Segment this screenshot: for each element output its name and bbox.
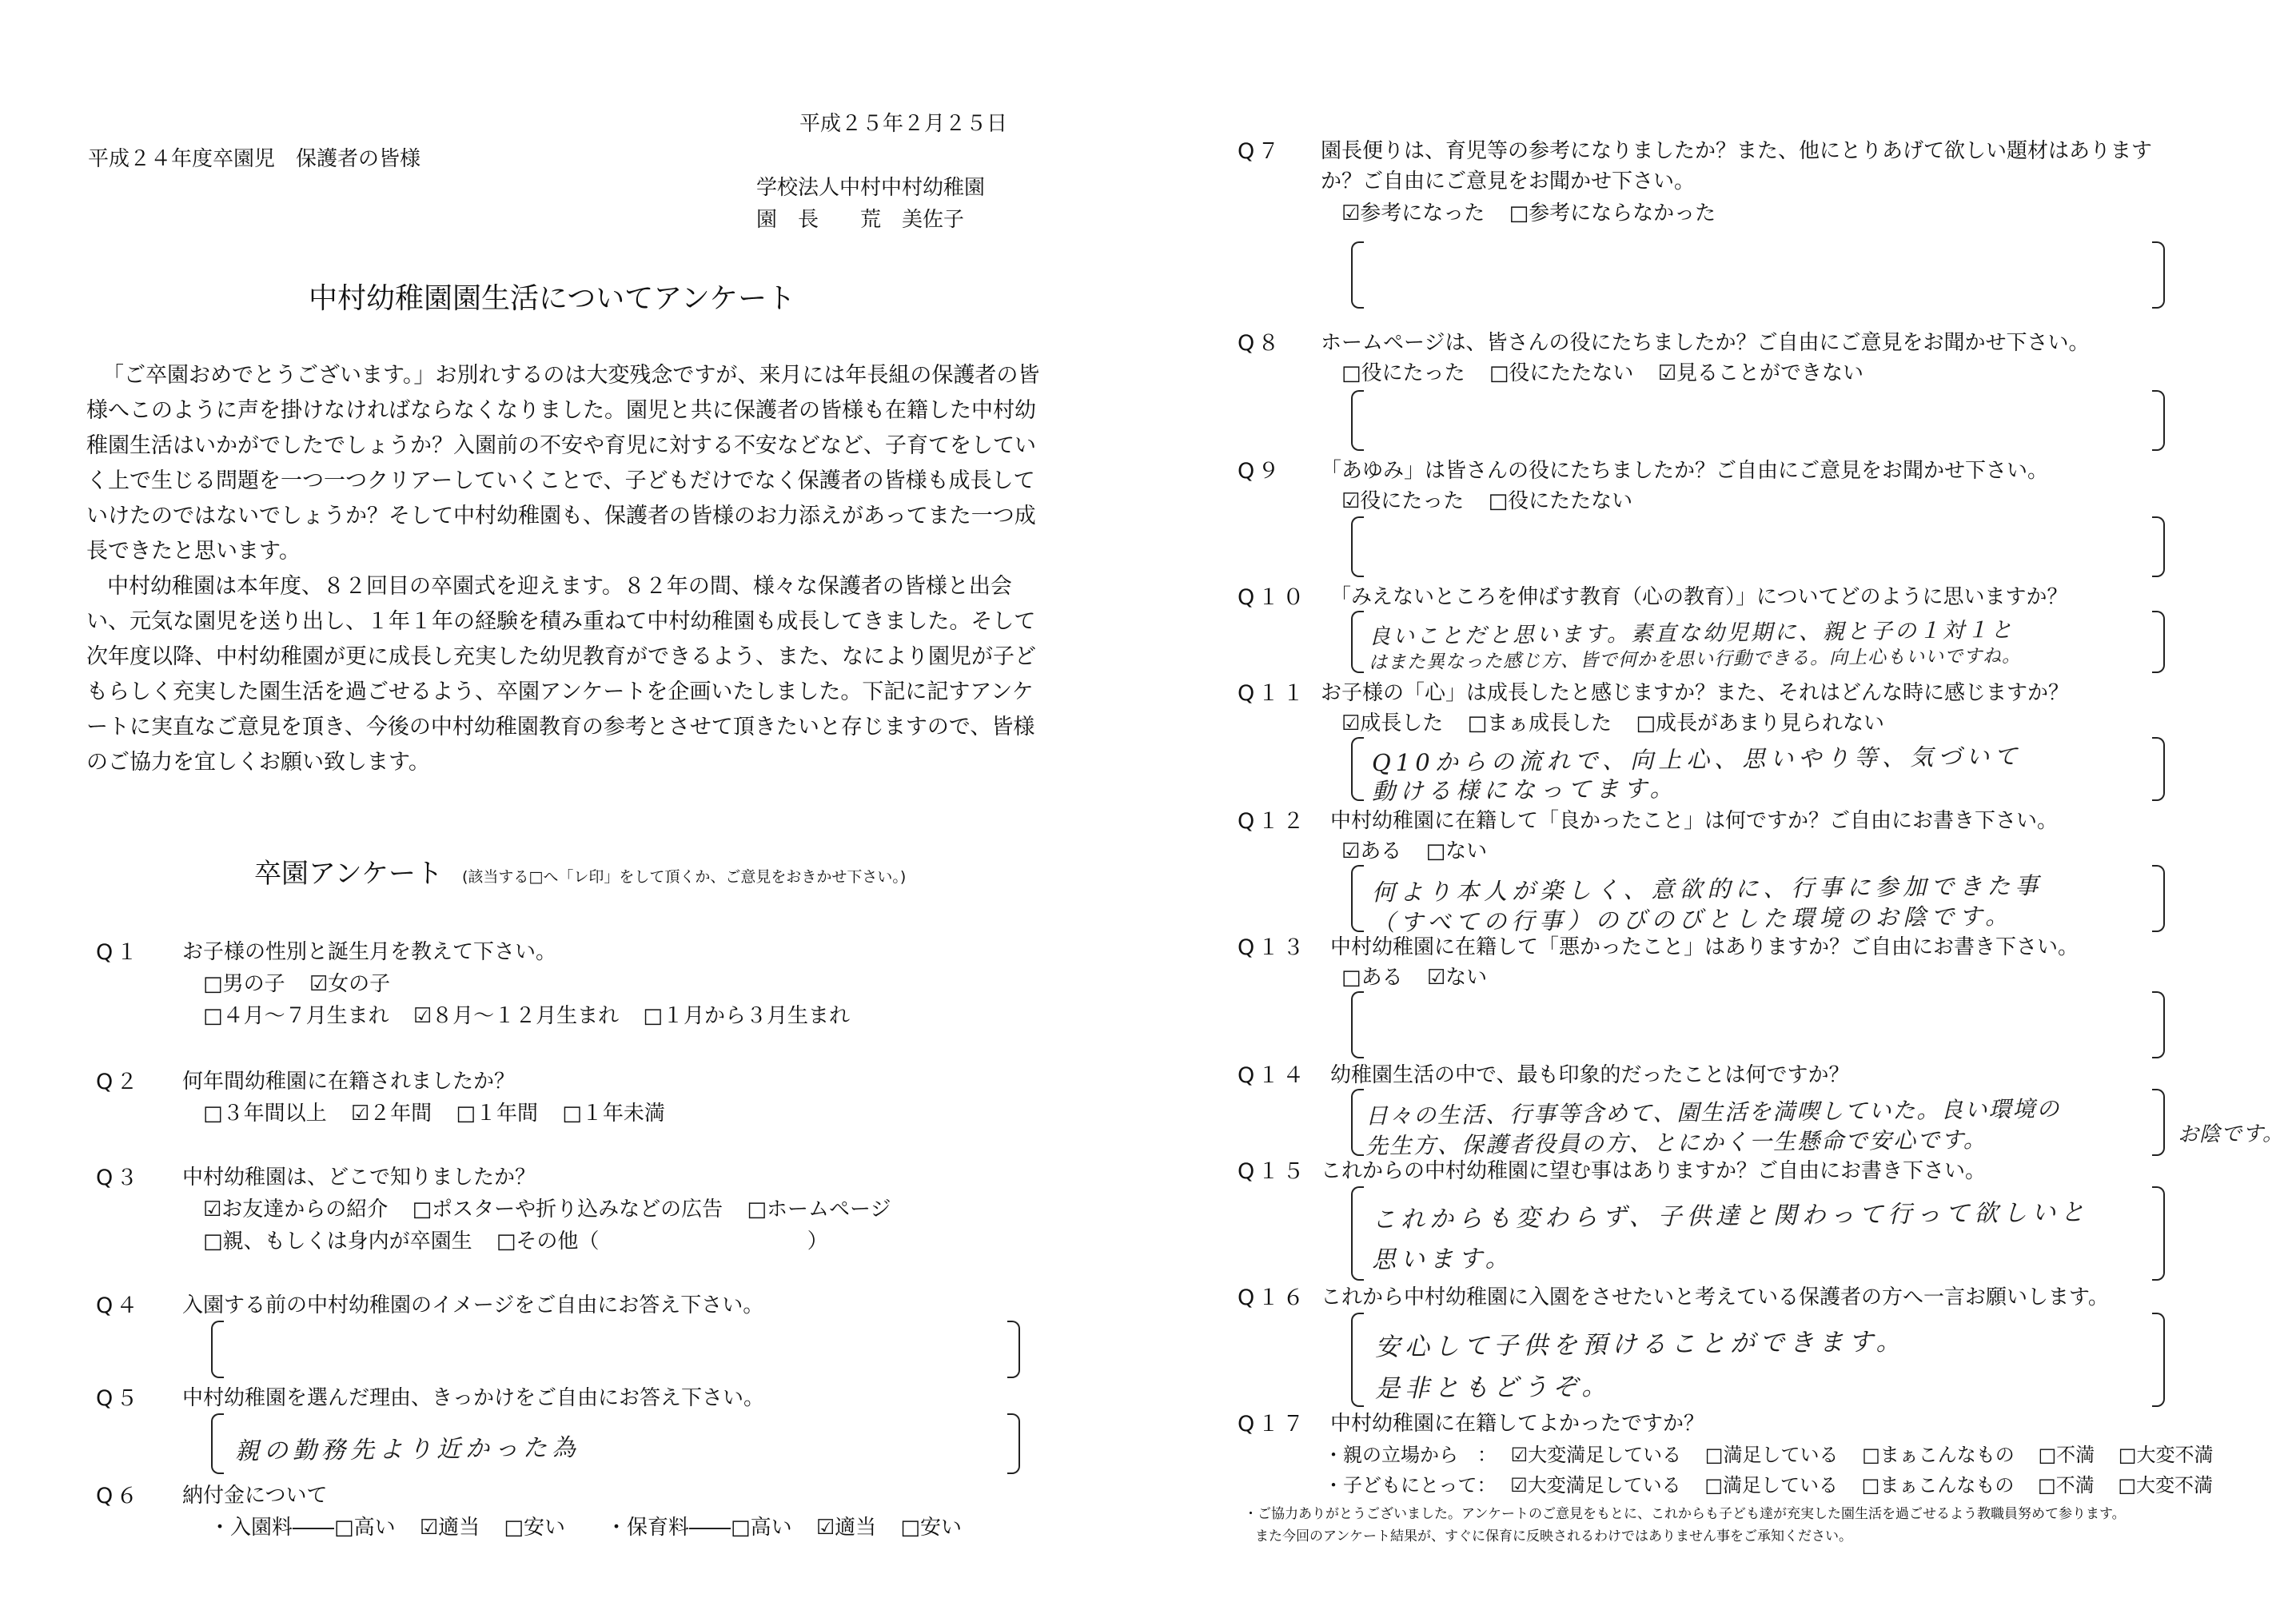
q6-enroll-fair[interactable]: ☑適当	[419, 1516, 480, 1540]
q17-text: 中村幼稚園に在籍してよかったですか？	[1330, 1412, 1705, 1436]
q13-option-yes[interactable]: □ある	[1341, 966, 1403, 990]
q13-option-no[interactable]: ☑ない	[1426, 966, 1488, 990]
q17-child-very-dissatisfied[interactable]: □大変不満	[2118, 1474, 2213, 1496]
survey-instructions: (該当する□へ「レ印」をして頂くか、ご意見をおきかせ下さい。)	[462, 868, 907, 886]
q6-tuition-options	[606, 1517, 979, 1538]
right-page	[1148, 0, 2296, 1618]
q8-number: Q８	[1238, 331, 1283, 356]
q12-options	[1341, 841, 1505, 862]
intro-paragraph-1: 「ご卒園おめでとうございます。」お別れするのは大変残念ですが、来月には年長組の保護者の皆様へこのように声を掛けなければならなくなりました。園児と共に保護者の皆様も在籍した中村幼稚園生活はいかがでしたでしょうか？入園前の不安や育児に対する不安などなど、子育てをしていく上で生じる問題を一つ一つクリアーしていくことで、子どもだけでなく保護者の皆様も成長していけたのではないでしょうか？そして中村幼稚園も、保護者の皆様のお力添えがあってまた一つ成長できたと思います。	[86, 363, 1040, 564]
footer-note-1: ・ご協力ありがとうございました。アンケートのご意見をもとに、これからも子ども達が充実した園生活を過ごせるよう教職員努めて参ります。	[1244, 1506, 2126, 1522]
q11-handwritten-line1: Q10からの流れで、向上心、思いやり等、気づいて	[1371, 742, 2023, 777]
q3-option-poster[interactable]: □ポスターや折り込みなどの広告	[412, 1198, 723, 1221]
q11-number: Q１１	[1238, 681, 1308, 706]
q1-number: Q１	[96, 940, 142, 965]
q11-options	[1341, 713, 1902, 734]
q2-options	[203, 1103, 683, 1124]
q14-handwritten-line1: 日々の生活、行事等含めて、園生活を満喫していた。良い環境の	[1365, 1095, 2061, 1130]
q16-answer-box[interactable]	[1351, 1313, 2165, 1407]
q17-parent-label: ・親の立場から ：	[1324, 1444, 1497, 1466]
q2-text: 何年間幼稚園に在籍されましたか？	[182, 1070, 516, 1094]
q8-option-not-helpful[interactable]: □役にたたない	[1489, 361, 1634, 385]
q17-parent-so-so[interactable]: □まぁこんなもの	[1862, 1444, 2015, 1466]
q7-text-line1: 園長便りは、育児等の参考になりましたか？また、他にとりあげて欲しい題材はあります	[1321, 139, 2153, 163]
q15-text: これからの中村幼稚園に望む事はありますか？ご自由にお書き下さい。	[1321, 1159, 1987, 1183]
q11-option-somewhat[interactable]: □まぁ成長した	[1467, 711, 1612, 735]
q5-number: Q５	[96, 1386, 142, 1411]
q17-parent-dissatisfied[interactable]: □不満	[2038, 1444, 2095, 1466]
q2-option-2yrs[interactable]: ☑２年間	[350, 1102, 432, 1126]
q17-parent-satisfied[interactable]: □満足している	[1704, 1444, 1839, 1466]
q2-number: Q２	[96, 1070, 142, 1094]
document-date: 平成２５年２月２５日	[799, 112, 1008, 136]
q13-answer-box[interactable]	[1351, 991, 2165, 1058]
q6-number: Q６	[96, 1484, 142, 1508]
q11-option-little[interactable]: □成長があまり見られない	[1636, 711, 1884, 735]
q3-number: Q３	[96, 1166, 142, 1190]
q7-answer-box[interactable]	[1351, 241, 2165, 309]
q6-enrollment-fee-options	[209, 1517, 583, 1538]
q17-child-row	[1324, 1476, 2230, 1495]
q11-text: お子様の「心」は成長したと感じますか？また、それはどんな時に感じますか？	[1321, 681, 2070, 705]
q14-handwritten-line3: お陰です。	[2177, 1122, 2285, 1147]
q13-options	[1341, 967, 1505, 988]
q1-option-aug-dec[interactable]: ☑８月〜１２月生まれ	[413, 1004, 620, 1028]
q6-enroll-high[interactable]: ・入園料――□高い	[209, 1516, 396, 1540]
q6-tuition-cheap[interactable]: □安い	[900, 1516, 962, 1540]
q7-text-line2: か？ご自由にご意見をお聞かせ下さい。	[1321, 169, 1696, 193]
q14-text: 幼稚園生活の中で、最も印象的だったことは何ですか？	[1330, 1063, 1850, 1087]
q10-text: 「みえないところを伸ばす教育（心の教育）」についてどのように思いますか？	[1330, 585, 2068, 609]
q13-number: Q１３	[1238, 935, 1308, 960]
q8-answer-box[interactable]	[1351, 390, 2165, 451]
q9-number: Q９	[1238, 459, 1283, 484]
q4-number: Q４	[96, 1293, 142, 1318]
q16-handwritten-line1: 安心して子供を預けることができます。	[1374, 1327, 1906, 1362]
q13-text: 中村幼稚園に在籍して「悪かったこと」はありますか？ご自由にお書き下さい。	[1330, 935, 2079, 959]
q16-text: これから中村幼稚園に入園をさせたいと考えている保護者の方へ一言お願いします。	[1321, 1285, 2109, 1309]
q11-handwritten-line2: 動ける様になってます。	[1371, 774, 1678, 806]
q3-option-homepage[interactable]: □ホームページ	[747, 1198, 891, 1221]
q12-handwritten-line2: （すべての行事）のびのびとした環境のお陰です。	[1371, 902, 2014, 937]
q1-option-jan-mar[interactable]: □１月から３月生まれ	[643, 1004, 850, 1028]
q16-handwritten-line2: 是非ともどうぞ。	[1374, 1372, 1612, 1404]
q12-option-yes[interactable]: ☑ある	[1341, 839, 1402, 863]
q8-option-helpful[interactable]: □役にたった	[1341, 361, 1465, 385]
q6-tuition-high[interactable]: ・保育料――□高い	[606, 1516, 792, 1540]
q15-answer-box[interactable]	[1351, 1186, 2165, 1281]
q15-number: Q１５	[1238, 1159, 1308, 1184]
q2-option-under-1yr[interactable]: □１年未満	[562, 1102, 665, 1126]
q6-text: 納付金について	[182, 1484, 328, 1508]
q6-enroll-cheap[interactable]: □安い	[504, 1516, 565, 1540]
q2-option-1yr[interactable]: □１年間	[456, 1102, 538, 1126]
q3-option-alumni-family[interactable]: □親、もしくは身内が卒園生	[203, 1229, 472, 1253]
q1-month-options	[203, 1006, 867, 1026]
intro-paragraph-2: 中村幼稚園は本年度、８２回目の卒園式を迎えます。８２年の間、様々な保護者の皆様と出会い、元気な園児を送り出し、１年１年の経験を積み重ねて中村幼稚園も成長してきました。そして次年度以降、中村幼稚園が更に成長し充実した幼児教育ができるよう、また、なにより園児が子どもらしく充実した園生活を過ごせるよう、卒園アンケートを企画いたしました。下記に記すアンケートに実直なご意見を頂き、今後の中村幼稚園教育の参考とさせて頂きたいと存じますので、皆様のご協力を宜しくお願い致します。	[86, 574, 1036, 775]
q17-parent-row	[1324, 1445, 2230, 1465]
q17-child-very-satisfied[interactable]: ☑大変満足している	[1510, 1474, 1681, 1496]
footer-note-2: また今回のアンケート結果が、すぐに保育に反映されるわけではありません事をご承知ください。	[1255, 1528, 1852, 1544]
addressee: 平成２４年度卒園児 保護者の皆様	[88, 147, 421, 171]
q7-option-not-helpful[interactable]: □参考にならなかった	[1509, 201, 1716, 225]
principal-name: 園 長 荒 美佐子	[756, 208, 965, 232]
q12-answer-box[interactable]	[1351, 865, 2165, 937]
q7-number: Q７	[1238, 139, 1283, 164]
q17-child-satisfied[interactable]: □満足している	[1704, 1474, 1839, 1496]
q7-options	[1341, 203, 1733, 224]
q17-child-dissatisfied[interactable]: □不満	[2037, 1474, 2095, 1496]
q12-number: Q１２	[1238, 809, 1308, 834]
q12-option-no[interactable]: □ない	[1425, 839, 1488, 863]
q14-handwritten-line2: 先生方、保護者役員の方、とにかく一生懸命で安心です。	[1365, 1126, 1987, 1160]
q14-answer-box[interactable]	[1351, 1089, 2165, 1160]
q17-parent-very-dissatisfied[interactable]: □大変不満	[2118, 1444, 2214, 1466]
q9-text: 「あゆみ」は皆さんの役にたちましたか？ご自由にご意見をお聞かせ下さい。	[1321, 459, 2049, 483]
q4-answer-box[interactable]	[211, 1321, 1020, 1378]
q11-answer-box[interactable]	[1351, 737, 2165, 806]
q14-number: Q１４	[1238, 1063, 1308, 1088]
q10-handwritten-line1: 良いことだと思います。素直な幼児期に、親と子の１対１と	[1368, 617, 2015, 650]
q3-other-close: ）	[807, 1229, 828, 1253]
q8-text: ホームページは、皆さんの役にたちましたか？ご自由にご意見をお聞かせ下さい。	[1321, 331, 2090, 355]
q3-option-friend[interactable]: ☑お友達からの紹介	[203, 1198, 389, 1221]
q5-answer-box[interactable]	[211, 1413, 1020, 1474]
q11-option-grew[interactable]: ☑成長した	[1341, 711, 1444, 735]
q17-child-label: ・子どもにとって：	[1324, 1474, 1497, 1496]
q10-handwritten-line2: はまた異なった感じ方、皆で何かを思い行動できる。向上心もいいですね。	[1368, 645, 2022, 674]
q3-text: 中村幼稚園は、どこで知りましたか？	[182, 1166, 536, 1190]
school-name: 学校法人中村中村幼稚園	[756, 176, 986, 200]
q2-option-3yrs[interactable]: □３年間以上	[203, 1102, 327, 1126]
q12-handwritten-line1: 何より本人が楽しく、意欲的に、行事に参加できた事	[1371, 871, 2043, 907]
q9-options	[1341, 491, 1650, 512]
q17-number: Q１７	[1238, 1412, 1308, 1437]
q10-answer-box[interactable]	[1351, 611, 2165, 673]
q9-answer-box[interactable]	[1351, 516, 2165, 577]
q17-child-so-so[interactable]: □まぁこんなもの	[1861, 1474, 2015, 1496]
q10-number: Q１０	[1238, 585, 1308, 610]
q5-text: 中村幼稚園を選んだ理由、きっかけをご自由にお答え下さい。	[182, 1386, 765, 1410]
survey-title: 卒園アンケート	[254, 858, 443, 890]
q1-option-boy[interactable]: □男の子	[203, 972, 285, 996]
q6-tuition-fair[interactable]: ☑適当	[815, 1516, 877, 1540]
document-title: 中村幼稚園園生活についてアンケート	[309, 282, 796, 315]
q8-options	[1341, 363, 1881, 384]
q9-option-not-helpful[interactable]: □役にたたない	[1488, 489, 1633, 513]
q1-option-girl[interactable]: ☑女の子	[309, 972, 391, 996]
q16-number: Q１６	[1238, 1285, 1308, 1310]
q5-handwritten-answer: 親の勤務先より近かった為	[234, 1433, 581, 1466]
q3-option-other[interactable]: □その他（	[496, 1229, 600, 1253]
q3-options-row1	[203, 1199, 908, 1220]
q9-option-helpful[interactable]: ☑役にたった	[1341, 489, 1465, 513]
q7-option-helpful[interactable]: ☑参考になった	[1341, 201, 1485, 225]
q3-options-row2	[203, 1231, 846, 1252]
q17-parent-very-satisfied[interactable]: ☑大変満足している	[1510, 1444, 1682, 1466]
q8-option-cannot-view[interactable]: ☑見ることができない	[1657, 361, 1864, 385]
q12-text: 中村幼稚園に在籍して「良かったこと」は何ですか？ご自由にお書き下さい。	[1330, 809, 2059, 833]
q1-gender-options	[203, 974, 408, 994]
q1-option-apr-jul[interactable]: □４月〜７月生まれ	[203, 1004, 389, 1028]
q15-handwritten-line2: 思います。	[1371, 1245, 1514, 1274]
q4-text: 入園する前の中村幼稚園のイメージをご自由にお答え下さい。	[182, 1293, 764, 1317]
q1-text: お子様の性別と誕生月を教えて下さい。	[182, 940, 557, 964]
q15-handwritten-line1: これからも変わらず、子供達と関わって行って欲しいと	[1371, 1198, 2090, 1234]
